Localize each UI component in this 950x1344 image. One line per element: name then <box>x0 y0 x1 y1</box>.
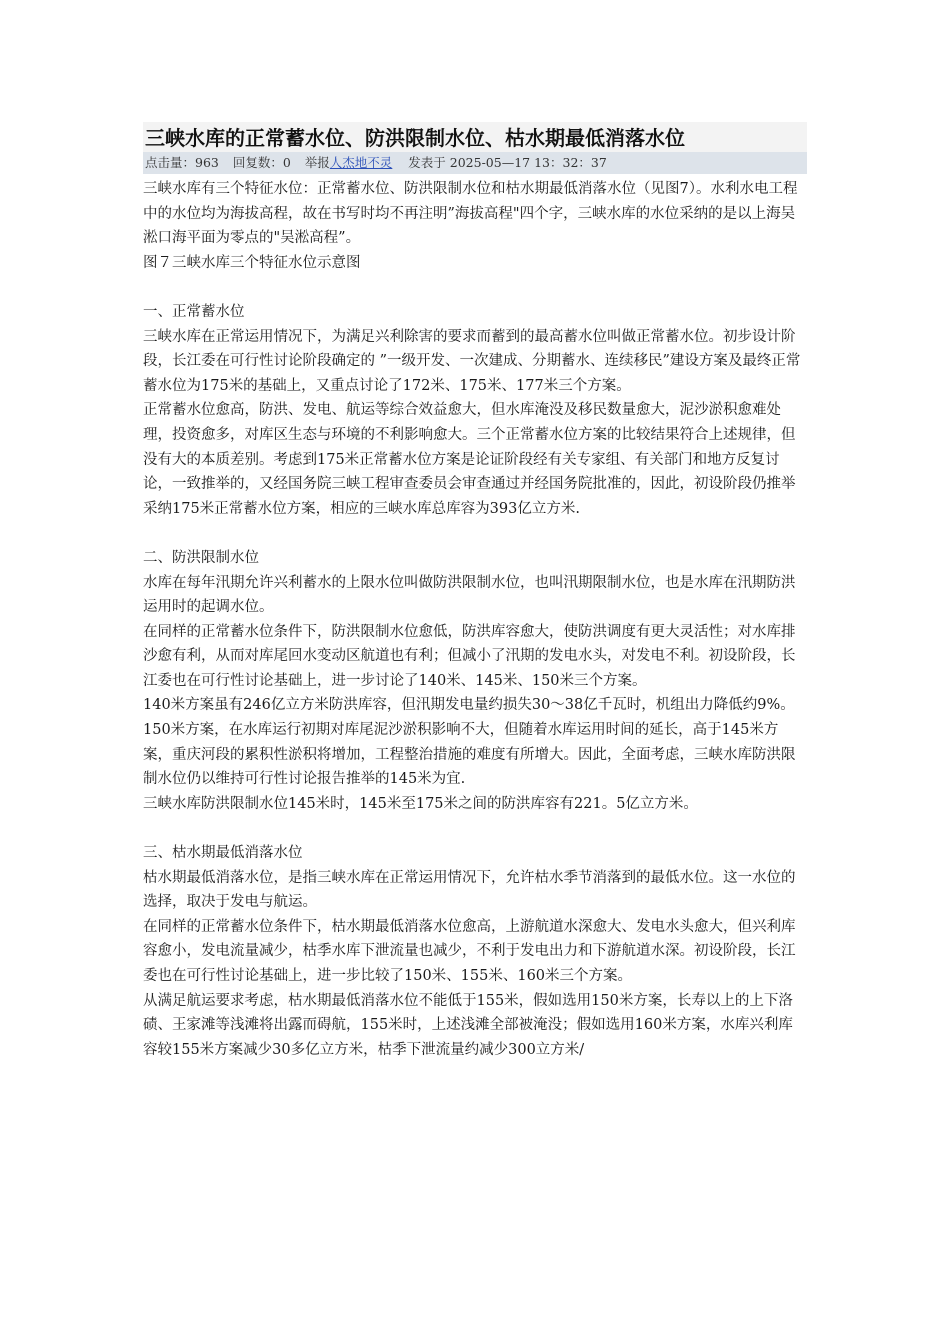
title-bar <box>143 122 807 152</box>
article-body <box>143 177 807 1062</box>
report-link[interactable]: 举报 <box>304 155 330 170</box>
blank-line <box>143 521 807 546</box>
figure-caption: 图７三峡水库三个特征水位示意图 <box>143 254 361 271</box>
paragraph: 正常蓄水位愈高，防洪、发电、航运等综合效益愈大，但水库淹没及移民数量愈大，泥沙淤积愈难处理，投资愈多，对库区生态与环境的不利影响愈大。三个正常蓄水位方案的比较结果符合上述规律，但没有大的本质差别。考虑到175米正常蓄水位方案是论证阶段经有关专家组、有关部门和地方反复讨论，一致推举的，又经国务院三峡工程审查委员会审查通过并经国务院批准的，因此，初设阶段仍推举采纳175米正常蓄水位方案，相应的三峡水库总库容为393亿立方米. <box>143 402 796 517</box>
meta-bar <box>143 152 807 174</box>
click-count: 点击量：963 <box>145 155 219 170</box>
blank-line <box>143 816 807 841</box>
paragraph: 三峡水库有三个特征水位：正常蓄水位、防洪限制水位和枯水期最低消落水位（见图7）。水利水电工程中的水位均为海拔高程，故在书写时均不再注明”海拔高程"四个字，三峡水库的水位采纳的是以上海吴淞口海平面为零点的"吴淞高程”。 <box>143 181 798 247</box>
paragraph: 在同样的正常蓄水位条件下，防洪限制水位愈低，防洪库容愈大，使防洪调度有更大灵活性；对水库排沙愈有利，从而对库尾回水变动区航道也有利；但减小了汛期的发电水头，对发电不利。初设阶段，长江委也在可行性讨论基础上，进一步讨论了140米、145米、150米三个方案。 <box>143 623 796 689</box>
paragraph: 枯水期最低消落水位，是指三峡水库在正常运用情况下，允许枯水季节消落到的最低水位。这一水位的选择，取决于发电与航运。 <box>143 869 796 911</box>
paragraph: 从满足航运要求考虑，枯水期最低消落水位不能低于155米，假如选用150米方案，长寿以上的上下洛碛、王家滩等浅滩将出露而碍航，155米时，上述浅滩全部被淹没；假如选用160米方案，水库兴利库容较155米方案减少30多亿立方米，枯季下泄流量约减少300立方米/ <box>143 992 793 1058</box>
blank-line <box>143 275 807 300</box>
section-heading: 二、防洪限制水位 <box>143 549 259 566</box>
paragraph: 140米方案虽有246亿立方米防洪库容，但汛期发电量约损失30～38亿千瓦时，机组出力降低约9%。150米方案，在水库运行初期对库尾泥沙淤积影响不大，但随着水库运用时间的延长，高于145米方案，重庆河段的累积性淤积将增加，工程整治措施的难度有所增大。因此，全面考虑，三峡水库防洪限制水位仍以维持可行性讨论报告推举的145米为宜. <box>143 697 796 788</box>
post-date: 发表于 2025-05—17 13：32：37 <box>408 155 607 170</box>
paragraph: 三峡水库防洪限制水位145米时，145米至175米之间的防洪库容有221。5亿立方米。 <box>143 795 698 812</box>
paragraph: 三峡水库在正常运用情况下，为满足兴利除害的要求而蓄到的最高蓄水位叫做正常蓄水位。初步设计阶段，长江委在可行性讨论阶段确定的 ”一级开发、一次建成、分期蓄水、连续移民”建设方案及最终正常蓄水位为175米的基础上，又重点讨论了172米、175米、177米三个方案。 <box>143 328 801 394</box>
section-heading: 一、正常蓄水位 <box>143 303 245 320</box>
paragraph: 水库在每年汛期允许兴利蓄水的上限水位叫做防洪限制水位，也叫汛期限制水位，也是水库在汛期防洪运用时的起调水位。 <box>143 574 796 616</box>
article <box>143 122 807 1062</box>
reply-count: 回复数：0 <box>232 155 291 170</box>
paragraph: 在同样的正常蓄水位条件下，枯水期最低消落水位愈高，上游航道水深愈大、发电水头愈大，但兴利库容愈小，发电流量减少，枯季水库下泄流量也减少，不利于发电出力和下游航道水深。初设阶段，长江委也在可行性讨论基础上，进一步比较了150米、155米、160米三个方案。 <box>143 918 796 984</box>
section-heading: 三、枯水期最低消落水位 <box>143 845 303 862</box>
author-link[interactable]: 人杰地不灵 <box>329 155 393 170</box>
article-title: 三峡水库的正常蓄水位、防洪限制水位、枯水期最低消落水位 <box>145 126 685 150</box>
